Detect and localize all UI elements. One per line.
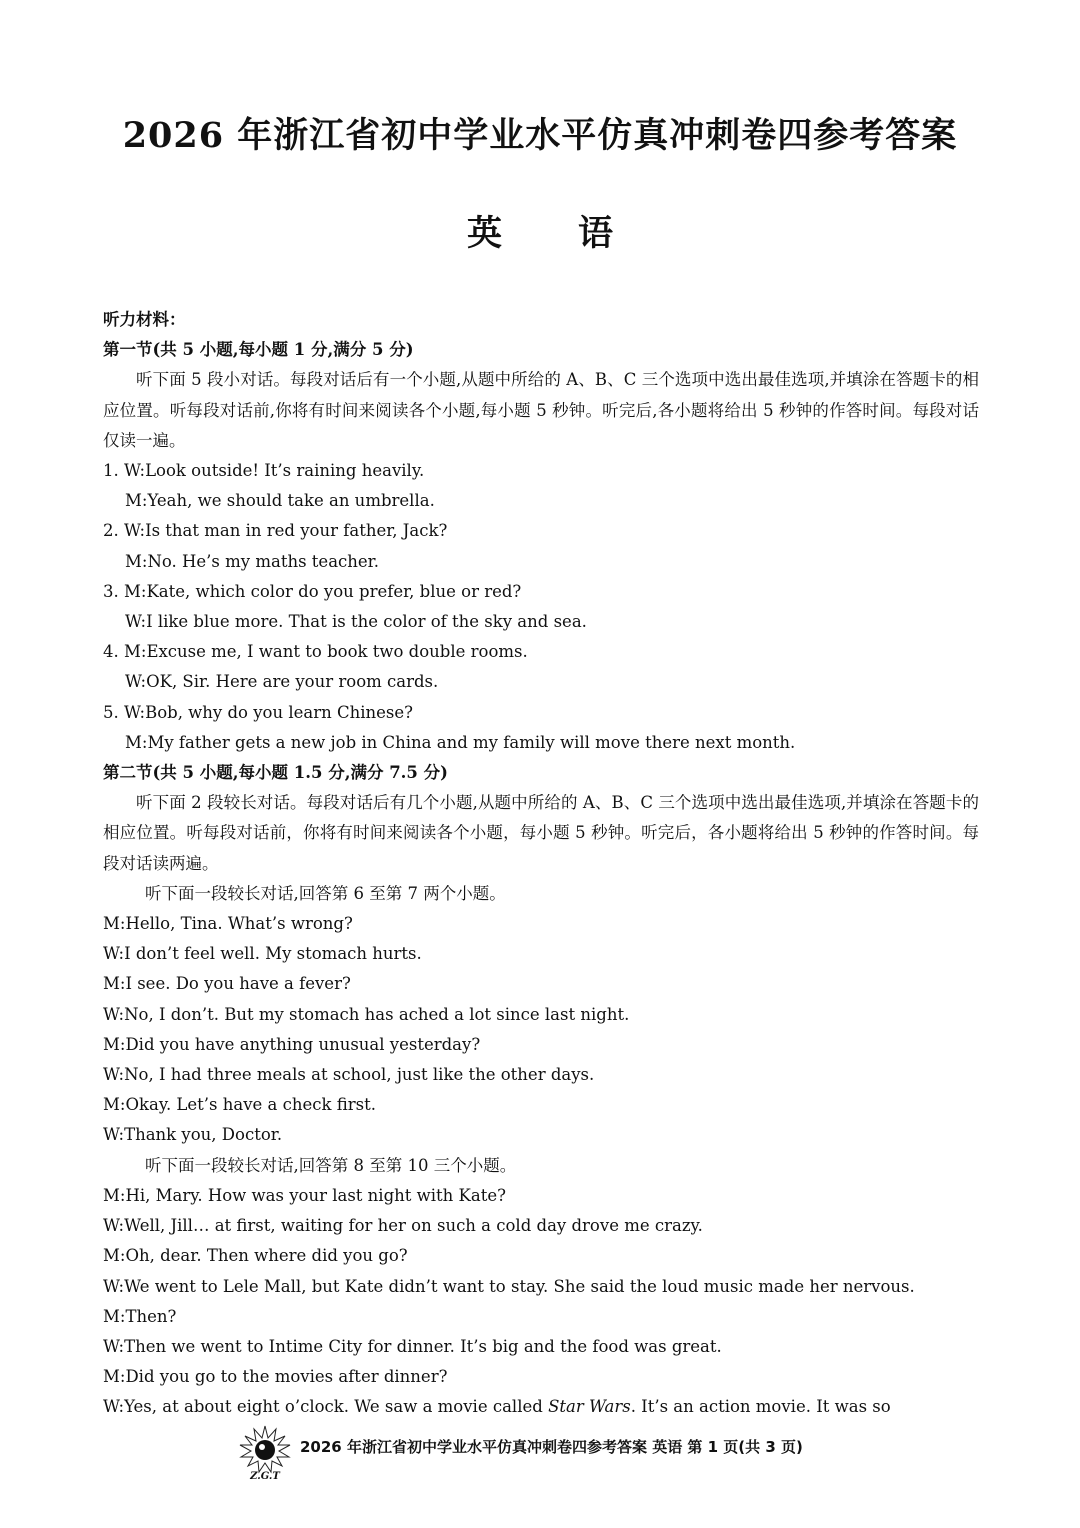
subject-char-1: 英 [466,213,502,254]
dialog-line: M:No. He’s my maths teacher. [125,551,379,571]
section1-intro: 听下面 5 段小对话。每段对话后有一个小题,从题中所给的 A、B、C 三个选项中选出最佳选项,并填涂在答题卡的相应位置。听每段对话前,你将有时间来阅读各个小题,每小题 5 秒钟。听完后,各小题将给出 5 秒钟的作答时间。每段对话仅读一遍。 [103,370,979,450]
dialog-line: W:No, I don’t. But my stomach has ached a lot since last night. [103,1004,630,1024]
dialog-text: . It’s an action movie. It was so [630,1397,891,1417]
dialog-line: W:No, I had three meals at school, just like the other days. [103,1065,595,1085]
dialog-line: W:I like blue more. That is the color of the sky and sea. [125,612,587,632]
dialog-line: W:Thank you, Doctor. [103,1125,283,1145]
document-body [103,305,979,1423]
section2-title: 第二节(共 5 小题,每小题 1.5 分,满分 7.5 分) [103,763,448,783]
dialog-line: 3. M:Kate, which color do you prefer, blue or red? [103,581,522,601]
footer-text: 2026 年浙江省初中学业水平仿真冲刺卷四参考答案 英语 第 1 页(共 3 页) [300,1438,803,1456]
movie-title: Star Wars [548,1397,631,1417]
dialog-line: W:Then we went to Intime City for dinner. It’s big and the food was great. [103,1336,722,1356]
logo-text: Z.G.T [250,1471,280,1482]
dialog-line: W:Well, Jill… at first, waiting for her on such a cold day drove me crazy. [103,1216,703,1236]
dialog-line: M:Okay. Let’s have a check first. [103,1095,376,1115]
dialog-line: 2. W:Is that man in red your father, Jack? [103,521,448,541]
dialog-line: 4. M:Excuse me, I want to book two double rooms. [103,642,528,662]
subject-heading [0,206,1080,256]
dialog-line: 1. W:Look outside! It’s raining heavily. [103,461,425,481]
dialog-line [103,1392,979,1422]
dialog-line: M:Did you go to the movies after dinner? [103,1367,448,1387]
subject-char-2: 语 [578,213,614,254]
page-footer [0,1422,1080,1482]
dialog-line: M:Oh, dear. Then where did you go? [103,1246,408,1266]
dialog-line: M:Hi, Mary. How was your last night with Kate? [103,1185,506,1205]
listening-label: 听力材料： [103,310,186,329]
dialog-line: M:Then? [103,1306,177,1326]
dialog-line: W:OK, Sir. Here are your room cards. [125,672,439,692]
dialog-line: W:I don’t feel well. My stomach hurts. [103,944,422,964]
dialog-line: W:We went to Lele Mall, but Kate didn’t want to stay. She said the loud music made her nervous. [103,1276,915,1296]
dialog8-intro: 听下面一段较长对话,回答第 8 至第 10 三个小题。 [145,1155,517,1175]
dialog-line: M:I see. Do you have a fever? [103,974,351,994]
section2-intro: 听下面 2 段较长对话。每段对话后有几个小题,从题中所给的 A、B、C 三个选项中选出最佳选项,并填涂在答题卡的相应位置。听每段对话前，你将有时间来阅读各个小题，每小题 5 秒钟。听完后，各小题将给出 5 秒钟的作答时间。每段对话读两遍。 [103,793,979,873]
section1-title: 第一节(共 5 小题,每小题 1 分,满分 5 分) [103,340,414,360]
dialog-line: M:Yeah, we should take an umbrella. [125,491,435,511]
dialog-line: 5. W:Bob, why do you learn Chinese? [103,702,414,722]
dialog-line: M:My father gets a new job in China and my family will move there next month. [125,732,796,752]
dialog6-intro: 听下面一段较长对话,回答第 6 至第 7 两个小题。 [145,883,506,903]
dialog-line: M:Did you have anything unusual yesterday? [103,1034,481,1054]
page-title: 2026 年浙江省初中学业水平仿真冲刺卷四参考答案 [122,115,958,156]
sun-logo-icon [232,1422,298,1482]
dialog-line: M:Hello, Tina. What’s wrong? [103,914,353,934]
dialog-text: W:Yes, at about eight o’clock. We saw a movie called [103,1397,549,1417]
